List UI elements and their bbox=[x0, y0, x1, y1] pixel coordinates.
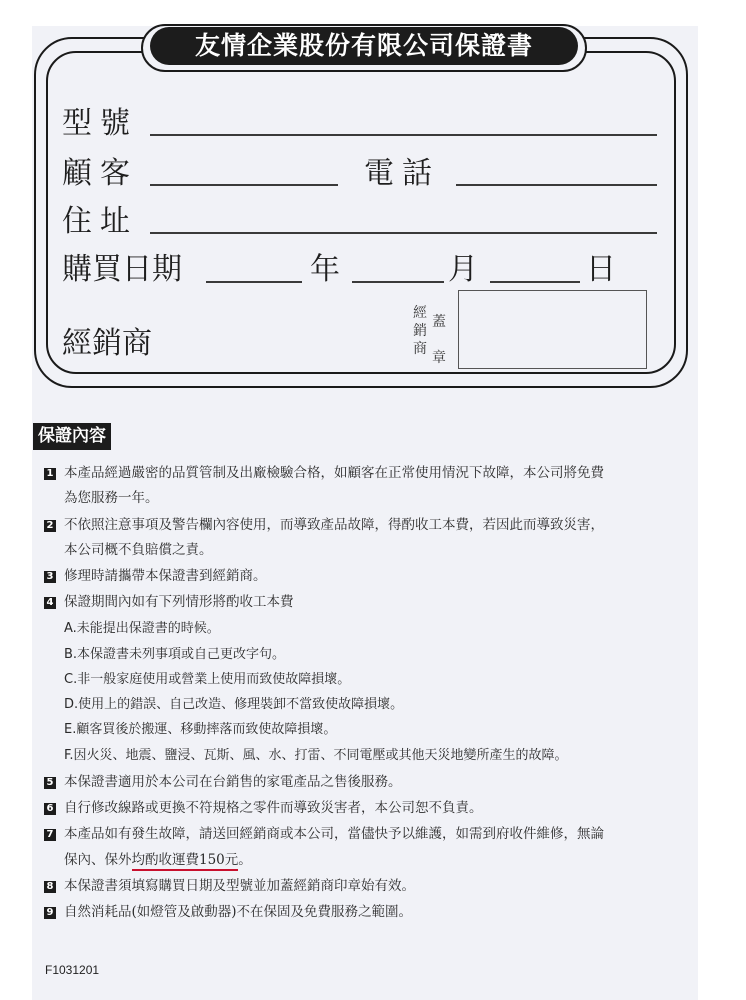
number-badge: 7 bbox=[44, 829, 56, 841]
warranty-item-5: 5 本保證書適用於本公司在台銷售的家電產品之售後服務。 bbox=[44, 769, 402, 795]
dealer-stamp-box[interactable] bbox=[458, 290, 647, 369]
sub-item-e: E.顧客買後於搬運、移動摔落而致使故障損壞。 bbox=[64, 722, 337, 737]
shipping-fee-highlight: 均酌收運費150元 bbox=[132, 852, 239, 871]
number-badge: 3 bbox=[44, 571, 56, 583]
day-field[interactable] bbox=[490, 281, 580, 283]
sub-item-a: A.未能提出保證書的時候。 bbox=[64, 621, 220, 636]
stamp-label-dealer: 經 銷 商 bbox=[413, 305, 427, 357]
number-badge: 6 bbox=[44, 803, 56, 815]
sub-item-c: C.非一般家庭使用或營業上使用而致使故障損壞。 bbox=[64, 672, 351, 687]
number-badge: 4 bbox=[44, 597, 56, 609]
warranty-item-3: 3 修理時請攜帶本保證書到經銷商。 bbox=[44, 563, 267, 589]
warranty-item-2: 2 不依照注意事項及警告欄內容使用，而導致產品故障，得酌收工本費，若因此而導致災害， bbox=[44, 512, 604, 538]
warranty-item-8: 8 本保證書須填寫購買日期及型號並加蓋經銷商印章始有效。 bbox=[44, 873, 415, 899]
month-label: 月 bbox=[448, 252, 478, 287]
year-label: 年 bbox=[310, 252, 340, 287]
warranty-item-7-cont: 保內、保外均酌收運費150元。 bbox=[64, 847, 252, 873]
number-badge: 2 bbox=[44, 520, 56, 532]
warranty-item-7: 7 本產品如有發生故障，請送回經銷商或本公司，當儘快予以維護，如需到府收件維修，無論 bbox=[44, 821, 604, 847]
phone-label: 電話 bbox=[364, 156, 440, 191]
warranty-item-1-cont: 為您服務一年。 bbox=[64, 490, 159, 506]
customer-label: 顧客 bbox=[62, 156, 138, 191]
warranty-item-4: 4 保證期間內如有下列情形將酌收工本費 bbox=[44, 589, 294, 615]
sub-item-d: D.使用上的錯誤、自己改造、修理裝卸不當致使故障損壞。 bbox=[64, 697, 404, 712]
address-label: 住址 bbox=[62, 204, 138, 239]
warranty-item-1: 1 本產品經過嚴密的品質管制及出廠檢驗合格，如顧客在正常使用情況下故障，本公司將免費 bbox=[44, 460, 604, 486]
customer-field[interactable] bbox=[150, 184, 338, 186]
address-field[interactable] bbox=[150, 232, 657, 234]
number-badge: 8 bbox=[44, 881, 56, 893]
purchase-date-label: 購買日期 bbox=[62, 252, 182, 287]
warranty-item-6: 6 自行修改線路或更換不符規格之零件而導致災害者，本公司恕不負責。 bbox=[44, 795, 483, 821]
model-field[interactable] bbox=[150, 134, 657, 136]
model-label: 型號 bbox=[62, 106, 138, 141]
month-field[interactable] bbox=[352, 281, 444, 283]
stamp-label-seal: 蓋 章 bbox=[432, 314, 446, 366]
form-code: F1031201 bbox=[45, 963, 100, 977]
day-label: 日 bbox=[586, 252, 616, 287]
number-badge: 5 bbox=[44, 777, 56, 789]
year-field[interactable] bbox=[206, 281, 302, 283]
number-badge: 9 bbox=[44, 907, 56, 919]
phone-field[interactable] bbox=[456, 184, 657, 186]
document-title: 友情企業股份有限公司保證書 bbox=[150, 27, 578, 65]
warranty-section-title: 保證內容 bbox=[33, 423, 111, 450]
warranty-item-2-cont: 本公司概不負賠償之責。 bbox=[64, 542, 213, 558]
number-badge: 1 bbox=[44, 468, 56, 480]
warranty-item-9: 9 自然消耗品(如燈管及啟動器)不在保固及免費服務之範圍。 bbox=[44, 899, 412, 925]
sub-item-f: F.因火災、地震、鹽浸、瓦斯、風、水、打雷、不同電壓或其他天災地變所產生的故障。 bbox=[64, 748, 568, 763]
dealer-label: 經銷商 bbox=[62, 326, 152, 361]
sub-item-b: B.本保證書未列事項或自己更改字句。 bbox=[64, 647, 286, 662]
